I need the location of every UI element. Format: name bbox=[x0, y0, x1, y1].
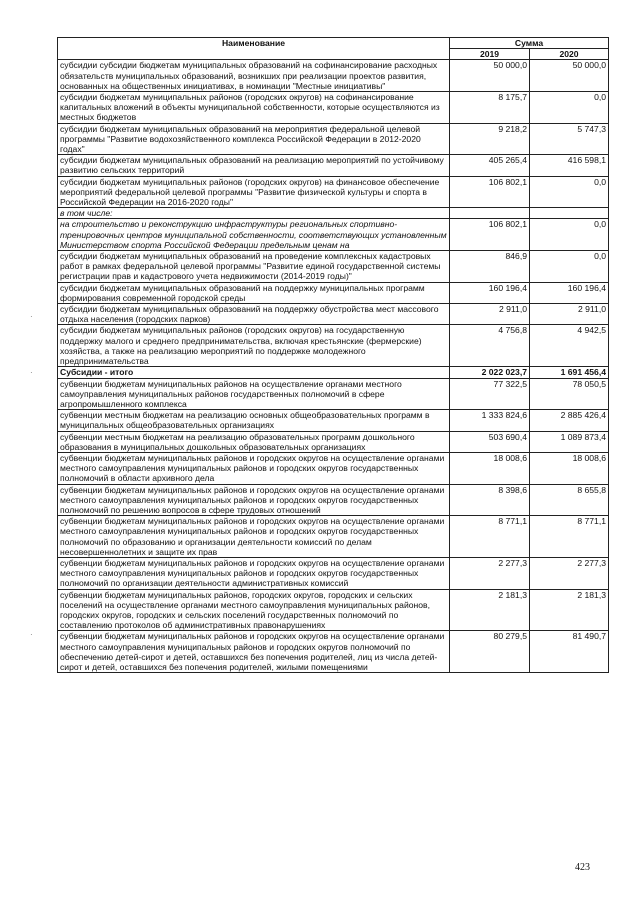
row-name-cell: субсидии бюджетам муниципальных районов (городских округов) на государственную поддержку малого и среднего предпринимательства, включая крестьянские (фермерские) хозяйства, а также на реализацию мероприятий по поддержке молодежного предпринимательства bbox=[58, 325, 450, 367]
table-row bbox=[58, 176, 609, 208]
row-name-cell: субсидии бюджетам муниципальных образований на проведение комплексных кадастровых работ в рамках федеральной целевой программы "Развитие единой государственной системы регистрации прав и кадастрового учета недвижимости (2014-2019 годы)" bbox=[58, 251, 450, 283]
row-value-2019: 106 802,1 bbox=[450, 219, 530, 251]
row-name-cell: на строительство и реконструкцию инфраструктуры региональных спортивно-тренировочных центров муниципальной собственности, соответствующих установленным Министерством спорта Российской Федерации предельным ценам на bbox=[58, 219, 450, 251]
row-name-cell: субсидии бюджетам муниципальных образований на мероприятия федеральной целевой программы "Развитие водохозяйственного комплекса Российской Федерации в 2012-2020 годах" bbox=[58, 123, 450, 155]
row-value-2020: 2 885 426,4 bbox=[530, 410, 609, 431]
row-name-cell: субсидии субсидии бюджетам муниципальных образований на софинансирование расходных обязательств муниципальных образований, возникших при реализации проектов развития, основанных на общественных инициативах, в номинации "Местные инициативы" bbox=[58, 60, 450, 92]
row-value-2020: 0,0 bbox=[530, 251, 609, 283]
table-row bbox=[58, 304, 609, 325]
row-value-2019: 2 911,0 bbox=[450, 304, 530, 325]
row-value-2020: 78 050,5 bbox=[530, 378, 609, 410]
table-row bbox=[58, 60, 609, 92]
table-row bbox=[58, 92, 609, 124]
budget-table bbox=[57, 37, 609, 673]
header-sum: Сумма bbox=[450, 38, 609, 49]
row-name-cell: субвенции бюджетам муниципальных районов и городских округов на осуществление органами местного самоуправления муниципальных районов и городских округов государственных полномочий по организации деятельности административных комиссий bbox=[58, 557, 450, 589]
row-value-2020: 81 490,7 bbox=[530, 631, 609, 673]
row-name-cell: субвенции бюджетам муниципальных районов и городских округов на осуществление органами местного самоуправления муниципальных районов и городских округов государственных полномочий по образованию и организации деятельности комиссий по делам несовершеннолетних и защите их прав bbox=[58, 516, 450, 558]
row-name-cell: субсидии бюджетам муниципальных образований на поддержку муниципальных программ формирования современной городской среды bbox=[58, 282, 450, 303]
row-value-2020: 160 196,4 bbox=[530, 282, 609, 303]
row-value-2019: 80 279,5 bbox=[450, 631, 530, 673]
scan-mark: · bbox=[30, 630, 33, 639]
table-row bbox=[58, 452, 609, 484]
table-row bbox=[58, 410, 609, 431]
row-value-2019: 1 333 824,6 bbox=[450, 410, 530, 431]
row-value-2020: 2 181,3 bbox=[530, 589, 609, 631]
row-value-2019: 8 175,7 bbox=[450, 92, 530, 124]
row-value-2020: 0,0 bbox=[530, 92, 609, 124]
scan-mark: · bbox=[30, 368, 33, 377]
row-value-2020: 0,0 bbox=[530, 219, 609, 251]
row-value-2019: 106 802,1 bbox=[450, 176, 530, 208]
header-year-2020: 2020 bbox=[530, 49, 609, 60]
row-value-2019: 2 277,3 bbox=[450, 557, 530, 589]
table-row bbox=[58, 484, 609, 516]
row-name-cell: Субсидии - итого bbox=[58, 367, 450, 378]
table-body bbox=[58, 60, 609, 673]
row-value-2019: 50 000,0 bbox=[450, 60, 530, 92]
row-value-2020: 18 008,6 bbox=[530, 452, 609, 484]
row-value-2019 bbox=[450, 208, 530, 219]
row-value-2020: 8 655,8 bbox=[530, 484, 609, 516]
table-row bbox=[58, 208, 609, 219]
header-name: Наименование bbox=[58, 38, 450, 60]
row-value-2019: 846,9 bbox=[450, 251, 530, 283]
row-value-2019: 405 265,4 bbox=[450, 155, 530, 176]
row-name-cell: субсидии бюджетам муниципальных образований на поддержку обустройства мест массового отдыха населения (городских парков) bbox=[58, 304, 450, 325]
row-name-cell: субвенции бюджетам муниципальных районов, городских округов, городских и сельских поселений на осуществление органами местного самоуправления муниципальных районов, городских округов, городских и сельских поселений государственных полномочий по составлению протоколов об административных правонарушениях bbox=[58, 589, 450, 631]
table-row bbox=[58, 378, 609, 410]
row-value-2019: 2 181,3 bbox=[450, 589, 530, 631]
row-value-2019: 2 022 023,7 bbox=[450, 367, 530, 378]
table-row bbox=[58, 557, 609, 589]
page-number: 423 bbox=[575, 862, 590, 873]
row-value-2020: 2 277,3 bbox=[530, 557, 609, 589]
table-row bbox=[58, 123, 609, 155]
row-value-2020: 2 911,0 bbox=[530, 304, 609, 325]
table-row bbox=[58, 431, 609, 452]
row-value-2020: 1 089 873,4 bbox=[530, 431, 609, 452]
row-value-2019: 77 322,5 bbox=[450, 378, 530, 410]
table-header bbox=[58, 38, 609, 60]
table-row bbox=[58, 155, 609, 176]
row-value-2020 bbox=[530, 208, 609, 219]
row-name-cell: субсидии бюджетам муниципальных образований на реализацию мероприятий по устойчивому развитию сельских территорий bbox=[58, 155, 450, 176]
row-name-cell: субвенции бюджетам муниципальных районов и городских округов на осуществление органами местного самоуправления муниципальных районов и городских округов государственных полномочий по решению вопросов в сфере трудовых отношений bbox=[58, 484, 450, 516]
row-value-2020: 50 000,0 bbox=[530, 60, 609, 92]
row-value-2019: 8 398,6 bbox=[450, 484, 530, 516]
row-name-cell: субсидии бюджетам муниципальных районов (городских округов) на финансовое обеспечение мероприятий федеральной целевой программы "Развитие физической культуры и спорта в Российской Федерации на 2016-2020 годы" bbox=[58, 176, 450, 208]
table-row bbox=[58, 282, 609, 303]
row-value-2019: 9 218,2 bbox=[450, 123, 530, 155]
row-name-cell: субвенции бюджетам муниципальных районов и городских округов на осуществление органами местного самоуправления муниципальных районов и городских округов полномочий по обеспечению детей-сирот и детей, оставшихся без попечения родителей, лиц из числа детей-сирот и детей, оставшихся без попечения родителей, жилыми помещениями bbox=[58, 631, 450, 673]
row-name-cell: субвенции местным бюджетам на реализацию образовательных программ дошкольного образования в муниципальных дошкольных образовательных организациях bbox=[58, 431, 450, 452]
table-row bbox=[58, 251, 609, 283]
row-value-2020: 8 771,1 bbox=[530, 516, 609, 558]
row-name-cell: субвенции бюджетам муниципальных районов и городских округов на осуществление органами местного самоуправления муниципальных районов и городских округов государственных полномочий в области архивного дела bbox=[58, 452, 450, 484]
row-name-cell: субвенции местным бюджетам на реализацию основных общеобразовательных программ в муниципальных общеобразовательных организациях bbox=[58, 410, 450, 431]
row-name-cell: субсидии бюджетам муниципальных районов (городских округов) на софинансирование капитальных вложений в объекты муниципальной собственности, которые осуществляются из местных бюджетов bbox=[58, 92, 450, 124]
table-row bbox=[58, 367, 609, 378]
table-row bbox=[58, 516, 609, 558]
row-value-2020: 0,0 bbox=[530, 176, 609, 208]
table-row bbox=[58, 589, 609, 631]
scan-mark: · bbox=[30, 312, 33, 321]
row-value-2019: 18 008,6 bbox=[450, 452, 530, 484]
header-year-2019: 2019 bbox=[450, 49, 530, 60]
row-value-2020: 1 691 456,4 bbox=[530, 367, 609, 378]
row-value-2019: 160 196,4 bbox=[450, 282, 530, 303]
table-row bbox=[58, 219, 609, 251]
table-row bbox=[58, 631, 609, 673]
row-value-2019: 503 690,4 bbox=[450, 431, 530, 452]
row-name-cell: в том числе: bbox=[58, 208, 450, 219]
row-value-2019: 8 771,1 bbox=[450, 516, 530, 558]
row-value-2019: 4 756,8 bbox=[450, 325, 530, 367]
row-value-2020: 4 942,5 bbox=[530, 325, 609, 367]
row-name-cell: субвенции бюджетам муниципальных районов на осуществление органами местного самоуправления муниципальных районов государственных полномочий в сфере агропромышленного комплекса bbox=[58, 378, 450, 410]
row-value-2020: 5 747,3 bbox=[530, 123, 609, 155]
table-row bbox=[58, 325, 609, 367]
row-value-2020: 416 598,1 bbox=[530, 155, 609, 176]
